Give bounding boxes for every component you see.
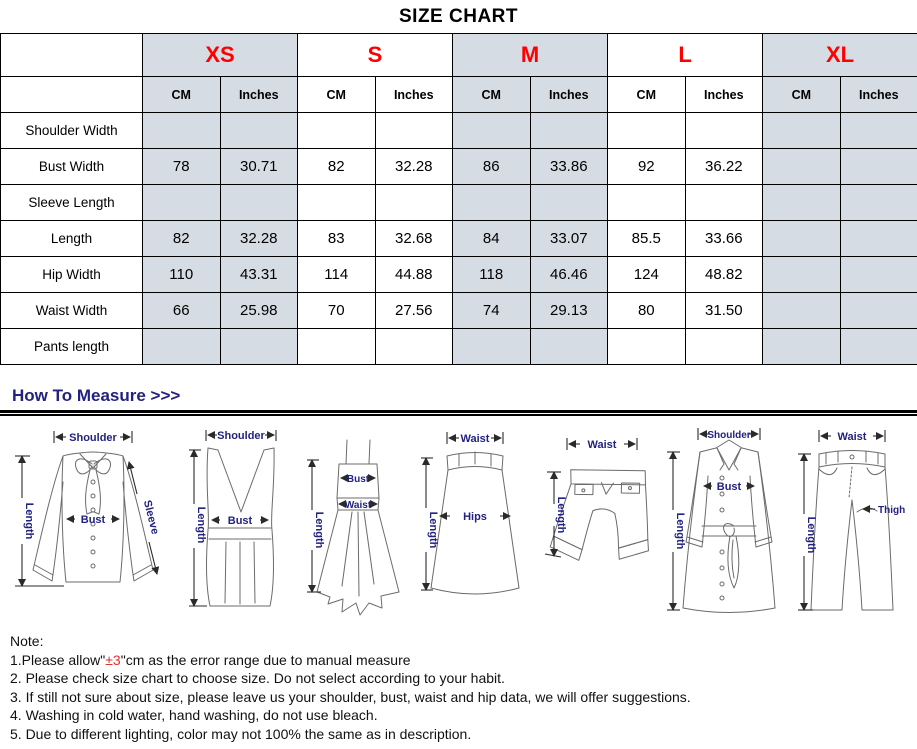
unit-header-cm: CM — [763, 77, 841, 113]
unit-header-cm: CM — [608, 77, 686, 113]
table-row-hip-width — [1, 257, 917, 293]
skirt-hips-label: Hips — [463, 511, 488, 523]
size-header-m: M — [453, 34, 608, 77]
shorts-length-label: Length — [554, 496, 567, 534]
skirt-waist-label: Waist — [461, 433, 490, 445]
cell: 83 — [298, 221, 376, 257]
notes-heading: Note: — [10, 633, 44, 649]
cell — [375, 113, 453, 149]
unit-header-cm: CM — [298, 77, 376, 113]
blouse-bust-label: Bust — [80, 514, 106, 526]
unit-header-inches: Inches — [840, 77, 917, 113]
cell: 33.86 — [530, 149, 608, 185]
note-line-5: 5. Due to different lighting, color may not 100% the same as in description. — [10, 725, 472, 742]
cell: 86 — [453, 149, 531, 185]
cell — [840, 221, 917, 257]
note-line-2: 2. Please check size chart to choose size. Do not select according to your habit. — [10, 670, 505, 686]
table-row-length — [1, 221, 917, 257]
cell: 74 — [453, 293, 531, 329]
cell: 66 — [143, 293, 221, 329]
cami-dress-diagram — [302, 424, 414, 622]
tank-top-outline — [207, 448, 275, 606]
cell — [453, 329, 531, 365]
cell: 46.46 — [530, 257, 608, 293]
cell: 70 — [298, 293, 376, 329]
blouse-shoulder-label: Shoulder — [69, 432, 117, 444]
row-label: Pants length — [1, 329, 143, 365]
cell: 84 — [453, 221, 531, 257]
tank-top-diagram — [181, 424, 299, 622]
pants-waist-label: Waist — [837, 431, 867, 443]
row-label: Length — [1, 221, 143, 257]
cell — [763, 221, 841, 257]
note-1-post: "cm as the error range due to manual measure — [120, 651, 411, 668]
table-row-bust-width — [1, 149, 917, 185]
cell — [685, 185, 763, 221]
cell — [763, 257, 841, 293]
note-line-4: 4. Washing in cold water, hand washing, do not use bleach. — [10, 707, 378, 723]
cell: 27.56 — [375, 293, 453, 329]
page-title: SIZE CHART — [399, 6, 518, 27]
cell — [840, 329, 917, 365]
coat-length-label: Length — [673, 512, 686, 550]
row-label: Hip Width — [1, 257, 143, 293]
dress-bust-label: Bust — [347, 474, 370, 485]
cell: 32.28 — [375, 149, 453, 185]
cell — [608, 329, 686, 365]
cell: 33.07 — [530, 221, 608, 257]
cell — [763, 113, 841, 149]
cell — [530, 329, 608, 365]
cell — [375, 185, 453, 221]
size-header-l: L — [608, 34, 763, 77]
cell — [608, 185, 686, 221]
cell — [763, 293, 841, 329]
cell — [143, 329, 221, 365]
blouse-length-label: Length — [23, 502, 35, 540]
cell: 36.22 — [685, 149, 763, 185]
pants-length-label: Length — [804, 516, 817, 554]
table-row-pants-length — [1, 329, 917, 365]
cell — [685, 113, 763, 149]
cell: 82 — [143, 221, 221, 257]
cell — [530, 185, 608, 221]
size-chart-table — [0, 33, 917, 365]
coat-diagram — [658, 424, 790, 622]
unit-header-inches: Inches — [375, 77, 453, 113]
blouse-diagram — [6, 424, 178, 622]
blouse-sleeve-label: Sleeve — [140, 498, 161, 536]
cell: 110 — [143, 257, 221, 293]
row-label: Bust Width — [1, 149, 143, 185]
cell — [298, 329, 376, 365]
cell: 32.68 — [375, 221, 453, 257]
cell — [763, 149, 841, 185]
corner-cell — [1, 77, 143, 113]
tank-shoulder-label: Shoulder — [217, 430, 265, 442]
size-header-row — [1, 34, 917, 77]
cell — [220, 113, 298, 149]
note-line-1 — [10, 651, 917, 670]
cell — [220, 329, 298, 365]
pants-thigh-label: Thigh — [877, 505, 906, 516]
shorts-waist-label: Waist — [587, 439, 617, 451]
row-label: Waist Width — [1, 293, 143, 329]
cell — [298, 113, 376, 149]
skirt-outline — [431, 452, 519, 594]
cell: 82 — [298, 149, 376, 185]
corner-cell — [1, 34, 143, 77]
how-to-measure-heading: How To Measure >>> — [12, 386, 181, 405]
cell: 44.88 — [375, 257, 453, 293]
pants-diagram — [793, 424, 911, 622]
cell — [143, 113, 221, 149]
shorts-diagram — [533, 424, 655, 622]
cell — [763, 185, 841, 221]
coat-outline — [683, 440, 775, 613]
size-header-xl: XL — [763, 34, 917, 77]
cell — [763, 329, 841, 365]
cell: 114 — [298, 257, 376, 293]
dress-length-label: Length — [313, 511, 326, 549]
cell — [685, 329, 763, 365]
cell: 33.66 — [685, 221, 763, 257]
cell: 92 — [608, 149, 686, 185]
note-1-tolerance: ±3 — [105, 651, 121, 668]
cell — [840, 257, 917, 293]
cell: 78 — [143, 149, 221, 185]
tank-bust-label: Bust — [227, 515, 253, 527]
cell — [840, 113, 917, 149]
unit-header-inches: Inches — [530, 77, 608, 113]
cell — [298, 185, 376, 221]
cell: 25.98 — [220, 293, 298, 329]
table-row-waist-width — [1, 293, 917, 329]
coat-bust-label: Bust — [716, 481, 742, 493]
skirt-diagram — [417, 424, 529, 622]
note-1-pre: 1.Please allow" — [10, 651, 106, 668]
unit-header-inches: Inches — [685, 77, 763, 113]
cell — [840, 293, 917, 329]
cell: 124 — [608, 257, 686, 293]
cell: 32.28 — [220, 221, 298, 257]
cell — [220, 185, 298, 221]
cell — [143, 185, 221, 221]
cell: 80 — [608, 293, 686, 329]
cell: 48.82 — [685, 257, 763, 293]
cell: 43.31 — [220, 257, 298, 293]
cell: 29.13 — [530, 293, 608, 329]
unit-header-cm: CM — [143, 77, 221, 113]
size-header-xs: XS — [143, 34, 298, 77]
table-row-shoulder-width — [1, 113, 917, 149]
unit-header-cm: CM — [453, 77, 531, 113]
cell — [375, 329, 453, 365]
cell — [840, 149, 917, 185]
measure-diagrams — [0, 416, 917, 622]
cell: 85.5 — [608, 221, 686, 257]
cell: 118 — [453, 257, 531, 293]
row-label: Sleeve Length — [1, 185, 143, 221]
notes-section — [0, 622, 917, 743]
cell: 30.71 — [220, 149, 298, 185]
size-header-s: S — [298, 34, 453, 77]
cami-dress-outline — [317, 440, 399, 615]
row-label: Shoulder Width — [1, 113, 143, 149]
cell — [453, 185, 531, 221]
note-line-3: 3. If still not sure about size, please leave us your shoulder, bust, waist and hip data, we will offer suggestions. — [10, 688, 691, 705]
dress-waist-label: Waist — [345, 500, 372, 511]
table-row-sleeve-length — [1, 185, 917, 221]
cell — [453, 113, 531, 149]
tank-length-label: Length — [195, 506, 208, 544]
cell: 31.50 — [685, 293, 763, 329]
pants-outline — [811, 451, 893, 611]
cell — [530, 113, 608, 149]
cell — [608, 113, 686, 149]
cell — [840, 185, 917, 221]
unit-header-inches: Inches — [220, 77, 298, 113]
coat-shoulder-label: Shoulder — [707, 430, 751, 441]
skirt-length-label: Length — [427, 511, 440, 549]
unit-header-row — [1, 77, 917, 113]
